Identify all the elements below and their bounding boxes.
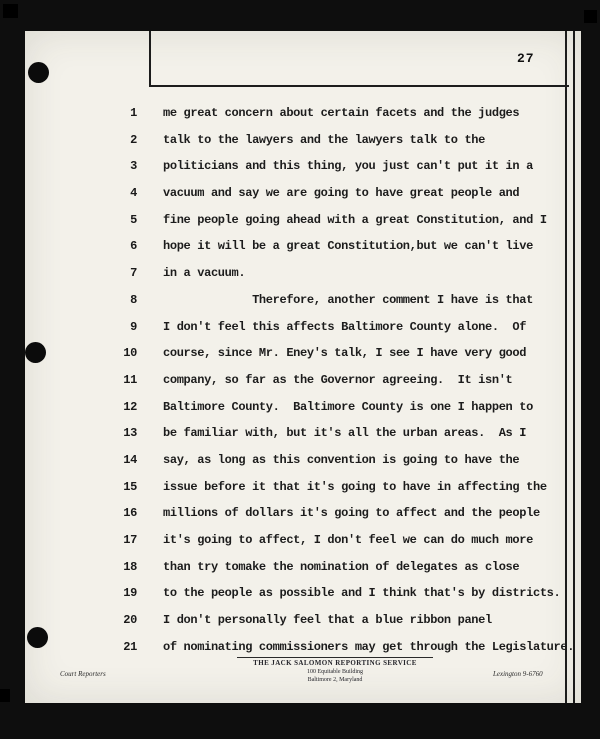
line-number: 7 xyxy=(130,266,137,281)
line-number: 11 xyxy=(123,372,137,387)
transcript-line xyxy=(25,260,581,287)
transcript-line xyxy=(25,153,581,180)
line-text: than try tomake the nomination of delegates as close xyxy=(163,559,520,574)
footer-rule xyxy=(237,657,433,658)
transcript-line xyxy=(25,474,581,501)
line-number: 17 xyxy=(123,533,137,547)
line-text: millions of dollars it's going to affect and the people xyxy=(163,506,540,521)
line-text: Baltimore County. Baltimore County is one I happen to xyxy=(163,399,533,414)
transcript-line xyxy=(25,207,581,234)
line-text: hope it will be a great Constitution,but we can't live xyxy=(163,239,533,254)
line-text: I don't personally feel that a blue ribbon panel xyxy=(163,613,492,628)
line-text: course, since Mr. Eney's talk, I see I have very good xyxy=(163,346,527,361)
transcript-line xyxy=(25,394,581,421)
transcript-line xyxy=(25,127,581,154)
line-text: of nominating commissioners may get through the Legislature. xyxy=(163,639,575,654)
line-number: 15 xyxy=(123,479,137,494)
ruled-line-horizontal-top xyxy=(149,85,569,87)
transcript-line xyxy=(25,447,581,474)
hole-punch-mark xyxy=(25,342,46,363)
line-number: 4 xyxy=(130,186,137,201)
transcript-line xyxy=(25,340,581,367)
line-number: 19 xyxy=(123,586,137,601)
line-number: 3 xyxy=(130,159,137,174)
ruled-line-vertical-top xyxy=(149,31,151,87)
transcript-line xyxy=(25,580,581,607)
line-text: I don't feel this affects Baltimore County alone. Of xyxy=(163,319,527,334)
transcript-line xyxy=(25,180,581,207)
transcript-body xyxy=(25,100,581,660)
reporting-service-name: THE JACK SALOMON REPORTING SERVICE xyxy=(253,659,417,667)
transcript-line xyxy=(25,100,581,127)
line-number: 2 xyxy=(130,132,137,147)
line-number: 21 xyxy=(123,639,137,654)
transcript-line xyxy=(25,607,581,634)
registration-mark-top-right xyxy=(584,10,597,23)
transcript-line xyxy=(25,500,581,527)
line-number: 16 xyxy=(123,506,137,521)
line-text: me great concern about certain facets and the judges xyxy=(163,106,520,120)
phone-label: Lexington 9-6760 xyxy=(493,670,543,678)
document-page xyxy=(25,31,581,703)
transcript-line xyxy=(25,554,581,581)
transcript-line xyxy=(25,420,581,447)
line-text: vacuum and say we are going to have great people and xyxy=(163,186,520,201)
transcript-line xyxy=(25,367,581,394)
line-text: politicians and this thing, you just can't put it in a xyxy=(163,159,533,174)
hole-punch-mark xyxy=(27,627,48,648)
line-number: 8 xyxy=(130,292,137,307)
transcript-line xyxy=(25,527,581,554)
line-text: Therefore, another comment I have is that xyxy=(163,292,533,307)
line-text: it's going to affect, I don't feel we can do much more xyxy=(163,533,533,547)
line-text: talk to the lawyers and the lawyers talk to the xyxy=(163,132,486,147)
line-text: to the people as possible and I think that's by districts. xyxy=(163,586,561,601)
page-number: 27 xyxy=(517,51,535,66)
line-number: 13 xyxy=(123,426,137,441)
line-number: 20 xyxy=(123,613,137,628)
line-number: 18 xyxy=(123,559,137,574)
line-text: company, so far as the Governor agreeing. It isn't xyxy=(163,372,513,387)
reporting-service-block xyxy=(235,659,435,684)
reporting-service-address-2: Baltimore 2, Maryland xyxy=(307,677,363,683)
line-number: 10 xyxy=(123,346,137,361)
transcript-line xyxy=(25,233,581,260)
line-number: 12 xyxy=(123,399,137,414)
line-text: fine people going ahead with a great Constitution, and I xyxy=(163,212,547,227)
hole-punch-mark xyxy=(28,62,49,83)
line-number: 14 xyxy=(123,452,137,467)
line-number: 6 xyxy=(130,239,137,254)
line-number: 5 xyxy=(130,212,137,227)
reporting-service-address-1: 100 Equitable Building xyxy=(307,669,363,675)
registration-mark-top-left xyxy=(3,4,18,18)
transcript-line xyxy=(25,287,581,314)
line-text: be familiar with, but it's all the urban areas. As I xyxy=(163,426,527,441)
line-number: 9 xyxy=(130,319,137,334)
line-text: issue before it that it's going to have in affecting the xyxy=(163,479,547,494)
registration-mark-bottom-left xyxy=(0,689,10,702)
line-text: say, as long as this convention is going to have the xyxy=(163,452,520,467)
line-number: 1 xyxy=(130,106,137,120)
transcript-line xyxy=(25,314,581,341)
line-text: in a vacuum. xyxy=(163,266,246,281)
court-reporters-label: Court Reporters xyxy=(60,670,106,678)
